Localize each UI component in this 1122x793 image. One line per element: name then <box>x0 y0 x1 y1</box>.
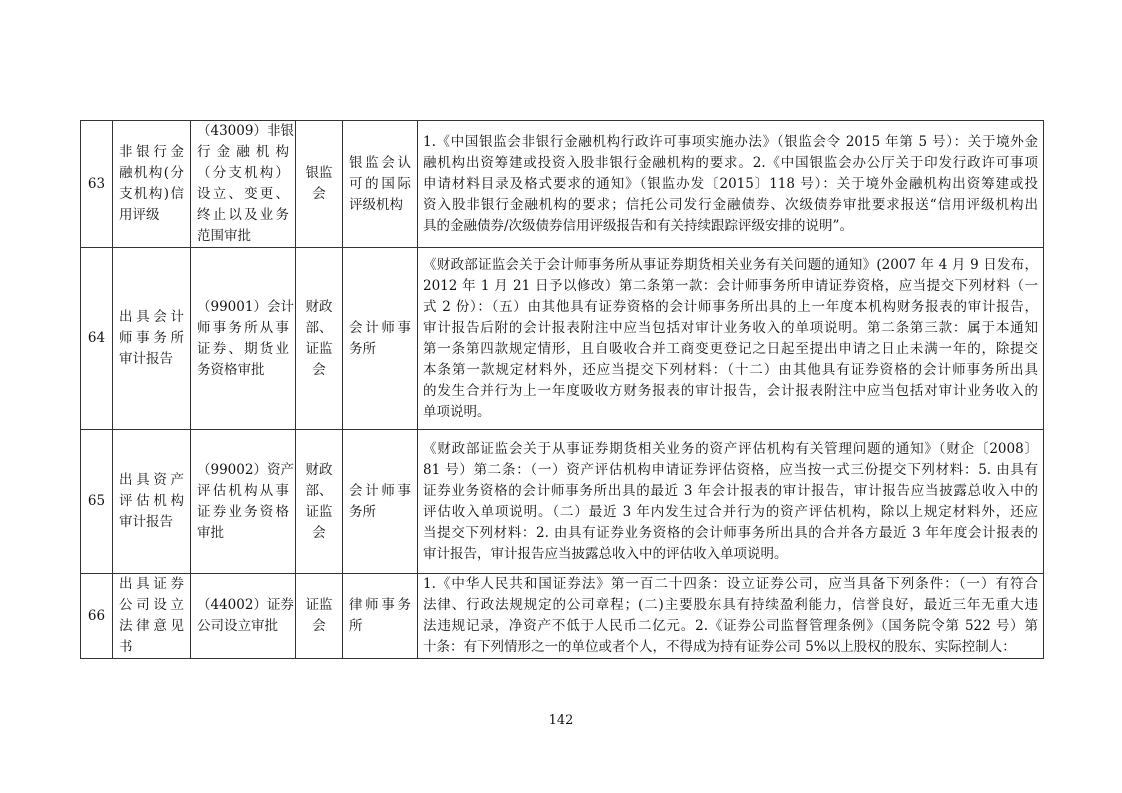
service-name-cell <box>113 574 191 659</box>
cell-text-line: 会 <box>312 186 326 202</box>
row-number: 63 <box>81 121 113 248</box>
cell-text-line: 银监会认 <box>349 154 411 171</box>
cell-text-line: 申请材料目录及格式要求的通知》（银监办发〔2015〕118 号）：关于境外金融机构出资筹建或投 <box>423 175 1038 192</box>
regulation-table <box>80 120 1044 659</box>
cell-text-line: 公司设立审批 <box>197 618 278 634</box>
department-cell <box>296 430 343 574</box>
cell-text-line: 单项说明。 <box>423 403 491 420</box>
cell-text-line: 1.《中华人民共和国证券法》第一百二十四条：设立证券公司，应当具备下列条件：（一）有符合 <box>423 576 1038 592</box>
cell-text-line: 师事务所从事 <box>197 319 289 336</box>
cell-text-line: （99001）会计 <box>197 298 294 315</box>
cell-text-line: 审批 <box>197 524 224 541</box>
cell-text-line: 行金融机构 <box>197 144 289 160</box>
cell-text-line: 会计师事 <box>349 482 411 499</box>
cell-text-line: 用评级 <box>119 207 160 223</box>
cell-text-line: 会 <box>312 618 326 634</box>
cell-text-line: 《财政部证监会关于会计师事务所从事证券期货相关业务有关问题的通知》(2007 年 4 月 9 日发布， <box>423 256 1038 273</box>
cell-text-line: 证券业务资格 <box>197 503 289 520</box>
approval-item-cell <box>191 248 296 430</box>
cell-text-line: 师事务所 <box>119 330 184 346</box>
cell-text-line: 2012 年 1 月 21 日予以修改）第二条第一款：会计师事务所申请证券资格，应当提交下列材料（一 <box>423 277 1038 294</box>
cell-text-line: 出具会计 <box>119 309 184 325</box>
cell-text-line: 1.《中国银监会非银行金融机构行政许可事项实施办法》（银监会令 2015 年第 5 号）：关于境外金 <box>423 133 1038 150</box>
cell-text-line: 的发生合并行为上一年度吸收方财务报表的审计报告，会计报表附注中应当包括对审计业务收入的 <box>423 382 1038 399</box>
cell-text-line: （分支机构） <box>197 165 289 181</box>
cell-text-line: 终止以及业务 <box>197 207 289 223</box>
cell-text-line: 支机构)信 <box>119 186 184 202</box>
cell-text-line: （99002）资产 <box>197 461 294 478</box>
cell-text-line: 本条第一款规定材料外，还应当提交下列材料：（十二）由其他具有证券资格的会计师事务所出具 <box>423 361 1038 378</box>
cell-text-line: 《财政部证监会关于从事证券期货相关业务的资产评估机构有关管理问题的通知》（财企〔2008〕 <box>423 440 1038 457</box>
department-cell <box>296 574 343 659</box>
cell-text-line: 81 号）第二条：（一）资产评估机构申请证券评估资格，应当按一式三份提交下列材料：5. 由具有 <box>423 461 1038 478</box>
cell-text-line: 证监 <box>305 503 333 520</box>
cell-text-line: 具的金融债券/次级债券信用评级报告和有关持续跟踪评级安排的说明”。 <box>423 217 853 234</box>
cell-text-line: 会计师事 <box>349 319 411 336</box>
cell-text-line: 出具证券 <box>119 576 184 592</box>
cell-text-line: 部、 <box>305 482 333 499</box>
page-number: 142 <box>548 713 574 728</box>
row-number: 64 <box>81 248 113 430</box>
cell-text-line: 证券业务资格的会计师事务所出具的最近 3 年会计报表的审计报告，审计报告应当披露总收入中的 <box>423 482 1038 499</box>
cell-text-line: 审计报告，审计报告应当披露总收入中的评估收入单项说明。 <box>423 545 788 562</box>
cell-text-line: 证监 <box>305 597 333 613</box>
cell-text-line: 融机构出资筹建或投资入股非银行金融机构的要求。2.《中国银监会办公厅关于印发行政许可事项 <box>423 154 1038 171</box>
table-row <box>81 248 1044 430</box>
department-cell <box>296 121 343 248</box>
legal-basis-cell <box>418 121 1044 248</box>
cell-text-line: 范围审批 <box>197 228 251 244</box>
provider-type-cell <box>343 121 418 248</box>
row-number: 66 <box>81 574 113 659</box>
cell-text-line: 评估机构从事 <box>197 482 289 499</box>
cell-text-line: （43009）非银 <box>197 123 294 139</box>
cell-text-line: 会 <box>312 524 326 541</box>
cell-text-line: 部、 <box>305 319 333 336</box>
cell-text-line: 非银行金 <box>119 144 184 160</box>
table-row <box>81 574 1044 659</box>
provider-type-cell <box>343 248 418 430</box>
cell-text-line: 评估机构 <box>119 493 184 509</box>
cell-text-line: 公司设立 <box>119 597 184 613</box>
service-name-cell <box>113 430 191 574</box>
cell-text-line: 式 2 份）：（五）由其他具有证券资格的会计师事务所出具的上一年度本机构财务报表的审计报告， <box>423 298 1038 315</box>
cell-text-line: 务所 <box>349 340 376 357</box>
cell-text-line: 会 <box>312 361 326 378</box>
provider-type-cell <box>343 574 418 659</box>
cell-text-line: 务所 <box>349 503 376 520</box>
cell-text-line: 财政 <box>305 461 333 478</box>
legal-basis-cell <box>418 574 1044 659</box>
cell-text-line: 书 <box>119 639 133 655</box>
cell-text-line: 评级机构 <box>349 196 403 213</box>
cell-text-line: （44002）证券 <box>197 597 294 613</box>
cell-text-line: 证监 <box>305 340 333 357</box>
cell-text-line: 审计报告 <box>119 351 173 367</box>
service-name-cell <box>113 248 191 430</box>
cell-text-line: 法违规记录，净资产不低于人民币二亿元。2.《证券公司监督管理条例》（国务院令第 522 号）第 <box>423 618 1038 634</box>
cell-text-line: 审计报告后附的会计报表附注中应当包括对审计业务收入的单项说明。第二条第三款：属于本通知 <box>423 319 1038 336</box>
cell-text-line: 法律、行政法规规定的公司章程；(二)主要股东具有持续盈利能力，信誉良好，最近三年无重大违 <box>423 597 1038 613</box>
cell-text-line: 财政 <box>305 298 333 315</box>
cell-text-line: 务资格审批 <box>197 361 265 378</box>
cell-text-line: 证券、期货业 <box>197 340 289 357</box>
row-number: 65 <box>81 430 113 574</box>
approval-item-cell <box>191 574 296 659</box>
approval-item-cell <box>191 121 296 248</box>
legal-basis-cell <box>418 248 1044 430</box>
cell-text-line: 所 <box>349 618 363 634</box>
table-row <box>81 430 1044 574</box>
department-cell <box>296 248 343 430</box>
cell-text-line: 出具资产 <box>119 472 184 488</box>
service-name-cell <box>113 121 191 248</box>
cell-text-line: 资入股非银行金融机构的要求；信托公司发行金融债券、次级债券审批要求报送“信用评级机构出 <box>423 196 1038 213</box>
table-row <box>81 121 1044 248</box>
cell-text-line: 第一条第四款规定情形，且自吸收合并工商变更登记之日起至提出申请之日止未满一年的，除提交 <box>423 340 1038 357</box>
cell-text-line: 当提交下列材料：2. 由具有证券业务资格的会计师事务所出具的合并各方最近 3 年年度会计报表的 <box>423 524 1038 541</box>
cell-text-line: 银监 <box>305 165 333 181</box>
cell-text-line: 可的国际 <box>349 175 411 192</box>
cell-text-line: 设立、变更、 <box>197 186 289 202</box>
approval-item-cell <box>191 430 296 574</box>
cell-text-line: 评估收入单项说明。（二）最近 3 年内发生过合并行为的资产评估机构，除以上规定材料外，还应 <box>423 503 1038 520</box>
cell-text-line: 十条：有下列情形之一的单位或者个人，不得成为持有证券公司 5%以上股权的股东、实际控制人： <box>423 639 1016 655</box>
cell-text-line: 融机构(分 <box>119 165 184 181</box>
cell-text-line: 律师事务 <box>349 597 411 613</box>
legal-basis-cell <box>418 430 1044 574</box>
provider-type-cell <box>343 430 418 574</box>
cell-text-line: 审计报告 <box>119 514 173 530</box>
cell-text-line: 法律意见 <box>119 618 184 634</box>
